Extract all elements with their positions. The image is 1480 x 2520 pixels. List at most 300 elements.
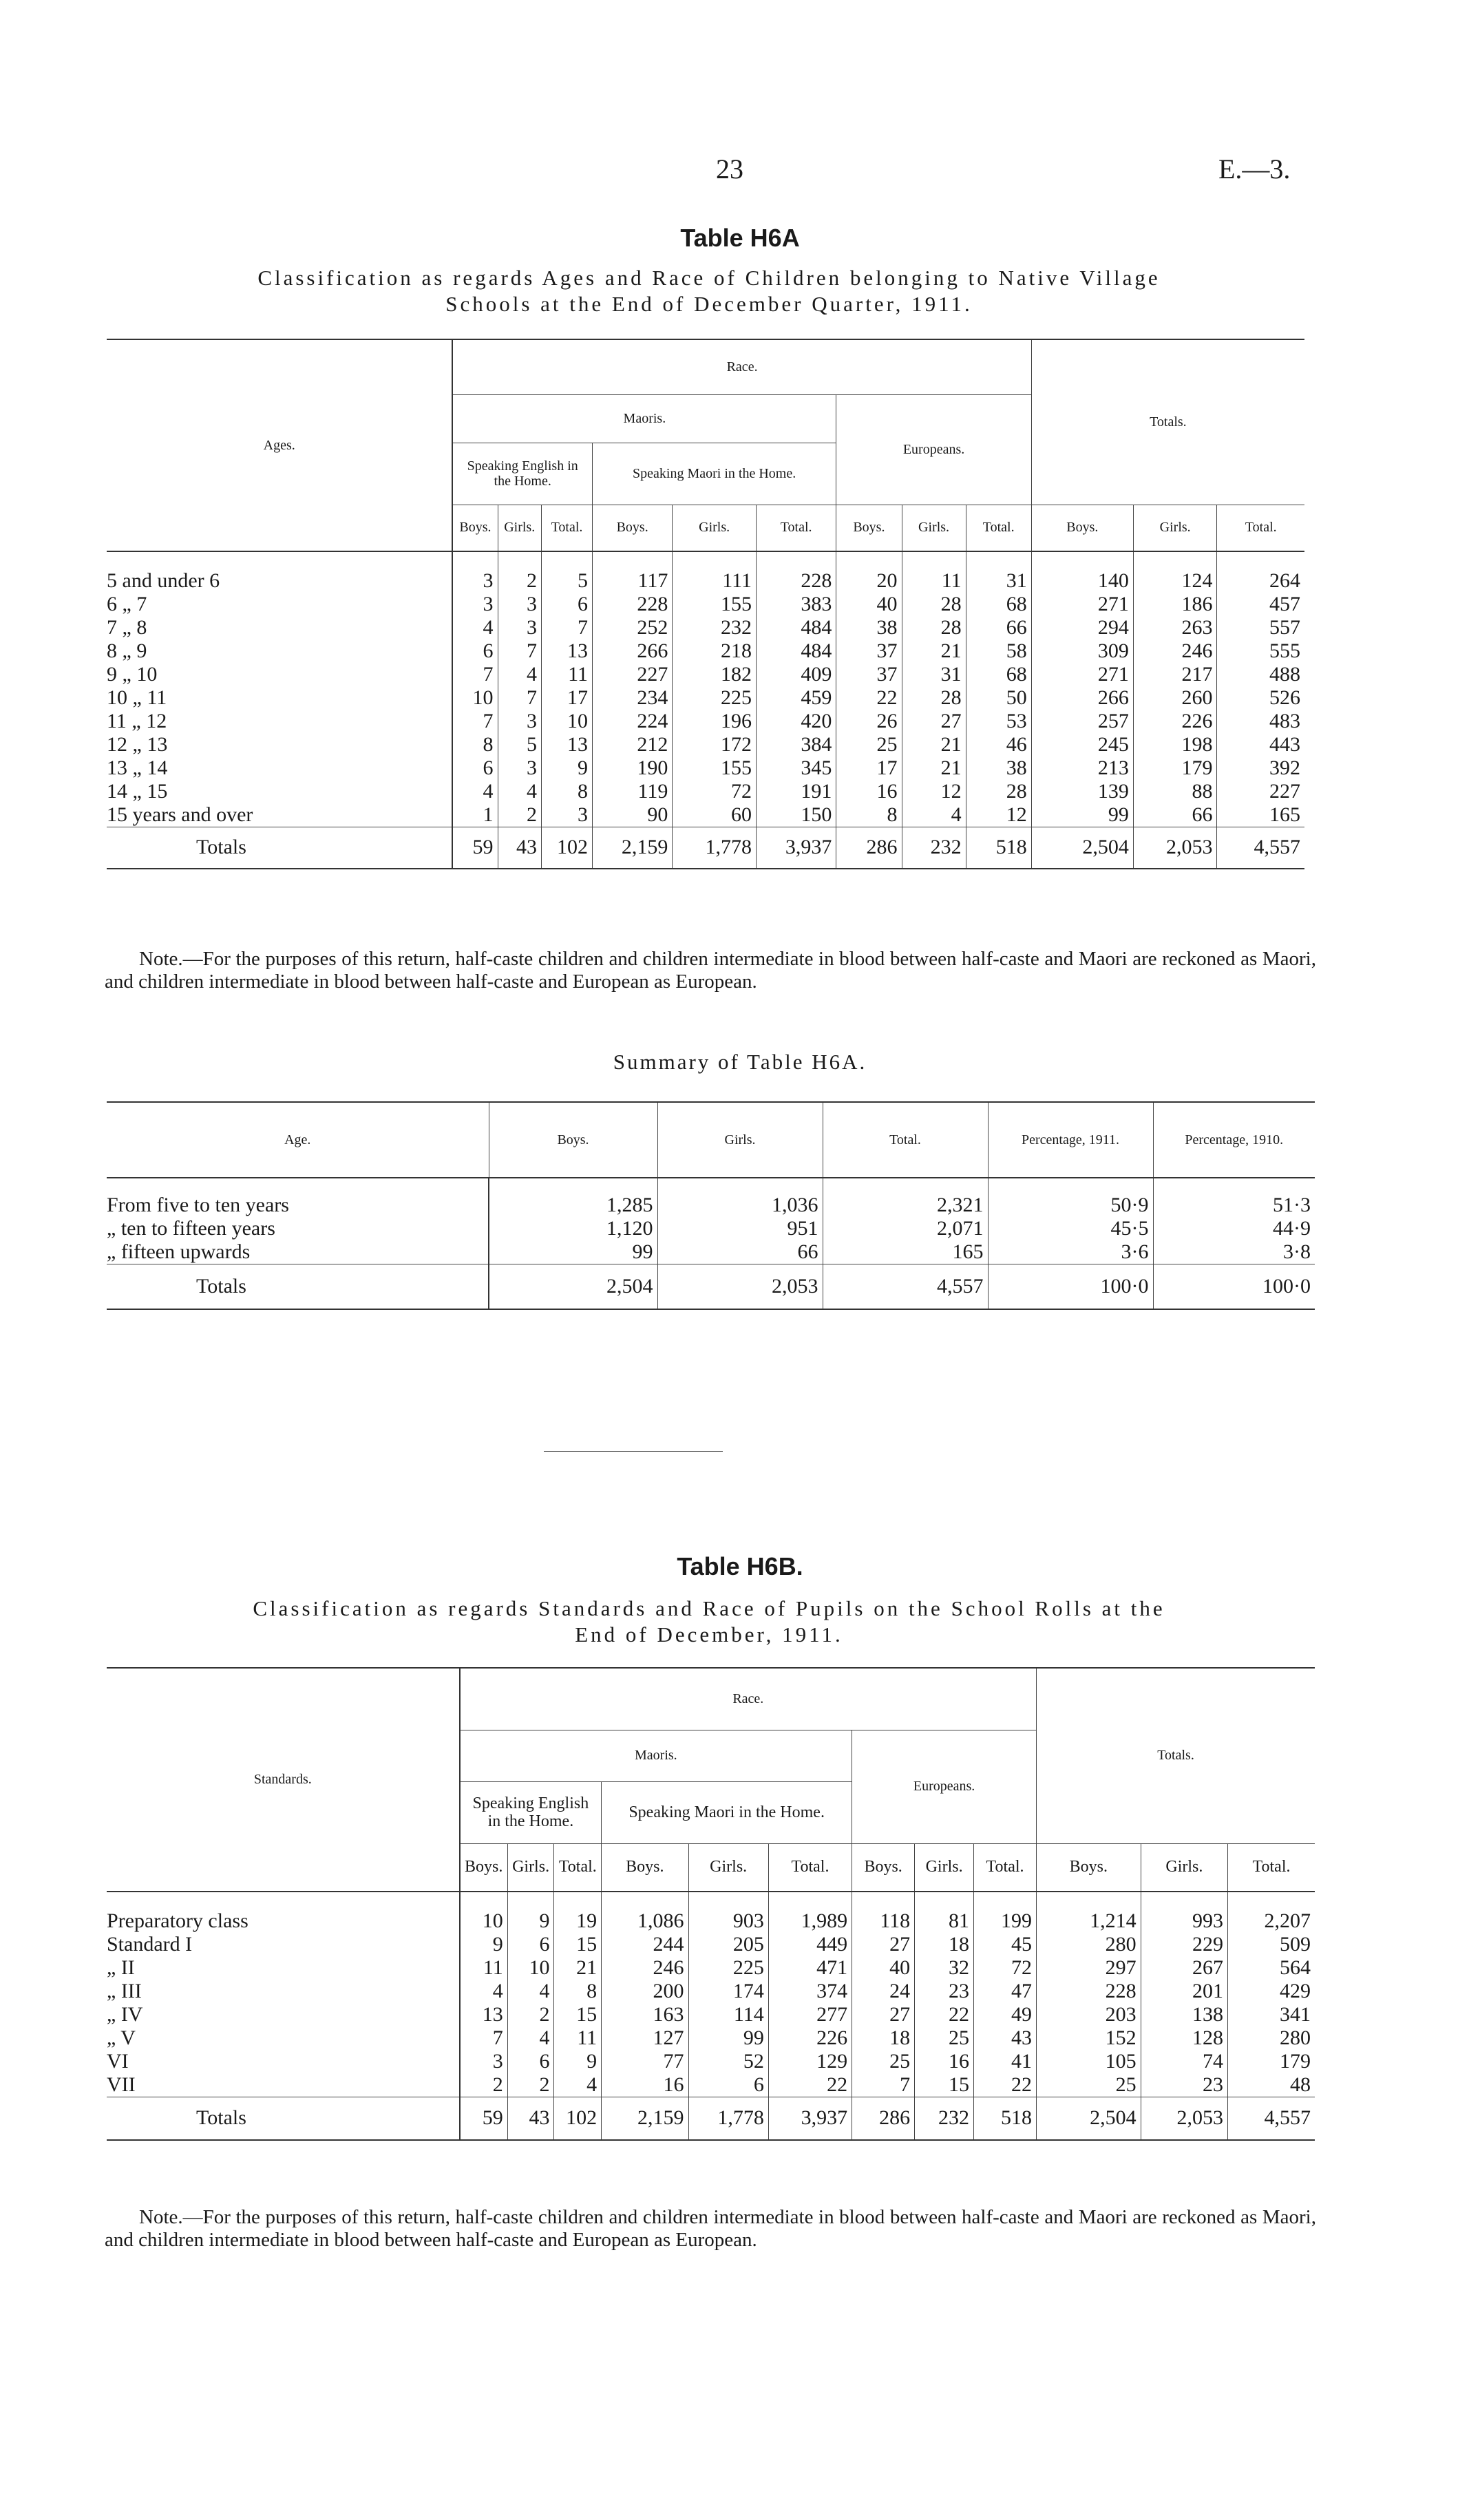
cell-value: 48 [1290,2073,1311,2096]
row-label: „ IV [107,2003,460,2026]
cell-value: 17 [541,686,592,710]
cell-value: 488 [1269,663,1300,686]
cell-value: 10 [541,710,592,733]
cell-value: 457 [1269,593,1300,615]
cell-value: 16 [915,2050,974,2073]
col-header-total: Total. [966,505,1031,551]
cell-value: 2,071 [823,1217,988,1240]
cell-value: 37 [836,639,902,663]
cell-value: 449 [768,1933,852,1956]
row-label: 13 „ 14 [107,756,452,780]
cell-value: 3 [541,803,592,827]
cell-value: 49 [974,2003,1037,2026]
cell-value: 429 [1280,1980,1311,2002]
cell-value: 6 [507,2050,554,2073]
cell-value: 225 [688,1956,768,1980]
cell-value: 99 [1031,803,1133,827]
col-header-europeans: Europeans. [836,394,1031,505]
cell-value: 119 [592,780,672,803]
row-label: 7 „ 8 [107,616,452,639]
cell-value: 43 [498,827,541,869]
col-header-total: Total. [1245,520,1277,536]
cell-value: 2,053 [1133,827,1217,869]
col-header-boys: Boys. [1037,1843,1141,1892]
cell-value: 4,557 [1264,2106,1311,2130]
cell-value: 8 [836,803,902,827]
cell-value: 68 [966,663,1031,686]
cell-value: 43 [974,2026,1037,2050]
cell-value: 6 [541,593,592,616]
cell-value: 234 [592,686,672,710]
cell-value: 2,321 [823,1178,988,1217]
cell-value: 518 [974,2097,1037,2140]
cell-value: 7 [452,663,498,686]
cell-value: 217 [1133,663,1217,686]
col-header-boys: Boys. [852,1843,915,1892]
cell-value: 66 [657,1240,823,1264]
summary-title: Summary of Table H6A. [613,1050,867,1074]
col-header-girls: Girls. [688,1843,768,1892]
cell-value: 280 [1037,1933,1141,1956]
summary-col-percentage-1910: Percentage, 1910. [1185,1132,1284,1147]
cell-value: 229 [1141,1933,1227,1956]
cell-value: 993 [1141,1892,1227,1933]
cell-value: 32 [915,1956,974,1980]
row-label: 10 „ 11 [107,686,452,710]
cell-value: 564 [1280,1956,1311,1979]
summary-table-body [107,1178,1315,1309]
cell-value: 21 [902,639,966,663]
cell-value: 100·0 [988,1264,1153,1309]
cell-value: 264 [1269,569,1300,592]
cell-value: 9 [554,2050,602,2073]
col-header-totals: Totals. [1031,339,1304,505]
col-header-speaking-maori: Speaking Maori in the Home. [633,466,796,481]
table-row [107,780,1304,803]
cell-value: 23 [915,1980,974,2003]
cell-value: 227 [1269,780,1300,803]
col-header-speaking-english: Speaking English in the Home. [452,443,592,505]
cell-value: 1,036 [657,1178,823,1217]
cell-value: 111 [673,551,757,593]
cell-value: 196 [673,710,757,733]
col-header-total: Total. [974,1843,1037,1892]
cell-value: 182 [673,663,757,686]
col-header-total: Total. [541,505,592,551]
summary-col-girls: Girls. [657,1102,823,1178]
row-label: „ II [107,1956,460,1980]
page-number: 23 [716,153,743,184]
summary-col-total: Total. [823,1102,988,1178]
cell-value: 392 [1269,756,1300,779]
table-h6b-note: Note.—For the purposes of this return, half-caste children and children intermediate in blood between half-caste and Maori are reckoned as Maori, and children intermediate in blood between half-caste and European as European. [105,2206,1316,2251]
cell-value: 4 [460,1980,508,2003]
cell-value: 22 [915,2003,974,2026]
table-row [107,803,1304,827]
col-header-total: Total. [554,1843,602,1892]
col-header-europeans: Europeans. [852,1730,1037,1843]
cell-value: 271 [1031,663,1133,686]
col-header-girls: Girls. [1133,505,1217,551]
cell-value: 53 [966,710,1031,733]
cell-value: 41 [974,2050,1037,2073]
cell-value: 227 [592,663,672,686]
row-label: 6 „ 7 [107,593,452,616]
col-header-girls: Girls. [902,505,966,551]
cell-value: 44·9 [1273,1217,1311,1240]
cell-value: 165 [823,1240,988,1264]
cell-value: 3 [498,710,541,733]
summary-table [107,1101,1315,1310]
cell-value: 105 [1037,2050,1141,2073]
cell-value: 124 [1133,551,1217,593]
cell-value: 232 [915,2097,974,2140]
table-h6a [107,339,1304,869]
cell-value: 4 [554,2073,602,2097]
totals-label: Totals [107,1264,489,1309]
cell-value: 22 [974,2073,1037,2097]
cell-value: 232 [673,616,757,639]
cell-value: 150 [756,803,836,827]
cell-value: 23 [1141,2073,1227,2097]
cell-value: 8 [554,1980,602,2003]
cell-value: 129 [768,2050,852,2073]
cell-value: 4 [507,2026,554,2050]
cell-value: 140 [1031,551,1133,593]
cell-value: 88 [1133,780,1217,803]
table-row [107,616,1304,639]
cell-value: 7 [541,616,592,639]
table-row [107,1892,1315,1933]
cell-value: 297 [1037,1956,1141,1980]
cell-value: 24 [852,1980,915,2003]
cell-value: 294 [1031,616,1133,639]
cell-value: 2,504 [489,1264,657,1309]
cell-value: 21 [902,733,966,756]
col-header-girls: Girls. [673,505,757,551]
cell-value: 3 [498,756,541,780]
row-label: „ ten to fifteen years [107,1217,489,1240]
cell-value: 2,504 [1037,2097,1141,2140]
cell-value: 6 [507,1933,554,1956]
cell-value: 18 [852,2026,915,2050]
cell-value: 155 [673,593,757,616]
cell-value: 526 [1269,686,1300,709]
cell-value: 40 [852,1956,915,1980]
cell-value: 99 [489,1240,657,1264]
page-code: E.—3. [1218,153,1291,184]
cell-value: 228 [1037,1980,1141,2003]
cell-value: 28 [902,686,966,710]
cell-value: 10 [507,1956,554,1980]
cell-value: 2 [507,2073,554,2097]
cell-value: 18 [915,1933,974,1956]
cell-value: 951 [657,1217,823,1240]
cell-value: 50 [966,686,1031,710]
col-header-totals: Totals. [1037,1668,1315,1843]
cell-value: 244 [602,1933,688,1956]
row-label: 9 „ 10 [107,663,452,686]
cell-value: 420 [756,710,836,733]
cell-value: 19 [554,1892,602,1933]
table-row [107,2003,1315,2026]
row-label: 11 „ 12 [107,710,452,733]
cell-value: 13 [460,2003,508,2026]
cell-value: 15 [554,2003,602,2026]
cell-value: 13 [541,639,592,663]
cell-value: 3 [452,551,498,593]
cell-value: 3·6 [988,1240,1153,1264]
cell-value: 22 [836,686,902,710]
cell-value: 7 [498,686,541,710]
cell-value: 3 [498,616,541,639]
cell-value: 2,504 [1031,827,1133,869]
col-header-girls: Girls. [498,505,541,551]
table-row [107,2026,1315,2050]
table-row [107,686,1304,710]
totals-label: Totals [107,827,452,869]
cell-value: 557 [1269,616,1300,639]
cell-value: 31 [902,663,966,686]
cell-value: 72 [673,780,757,803]
cell-value: 903 [688,1892,768,1933]
col-header-maoris: Maoris. [452,394,836,443]
col-header-standards: Standards. [107,1668,460,1892]
cell-value: 8 [541,780,592,803]
cell-value: 127 [602,2026,688,2050]
cell-value: 201 [1141,1980,1227,2003]
cell-value: 3 [452,593,498,616]
table-row [107,756,1304,780]
cell-value: 66 [966,616,1031,639]
cell-value: 4 [452,780,498,803]
cell-value: 3,937 [756,827,836,869]
cell-value: 12 [966,803,1031,827]
cell-value: 46 [966,733,1031,756]
cell-value: 191 [756,780,836,803]
cell-value: 28 [902,616,966,639]
col-header-boys: Boys. [452,505,498,551]
table-row [107,1956,1315,1980]
cell-value: 2,207 [1264,1909,1311,1932]
cell-value: 286 [852,2097,915,2140]
cell-value: 11 [554,2026,602,2050]
cell-value: 246 [602,1956,688,1980]
col-header-girls: Girls. [1141,1843,1227,1892]
cell-value: 59 [452,827,498,869]
cell-value: 266 [1031,686,1133,710]
cell-value: 21 [902,756,966,780]
cell-value: 555 [1269,639,1300,662]
cell-value: 38 [836,616,902,639]
cell-value: 245 [1031,733,1133,756]
summary-col-age: Age. [107,1102,489,1178]
cell-value: 28 [966,780,1031,803]
cell-value: 257 [1031,710,1133,733]
cell-value: 74 [1141,2050,1227,2073]
row-label: Preparatory class [107,1892,460,1933]
row-label: 8 „ 9 [107,639,452,663]
cell-value: 345 [756,756,836,780]
cell-value: 1,778 [673,827,757,869]
table-row [107,551,1304,593]
table-h6a-subtitle-2: Schools at the End of December Quarter, 1911. [445,292,973,316]
table-row [107,1933,1315,1956]
cell-value: 224 [592,710,672,733]
cell-value: 118 [852,1892,915,1933]
cell-value: 12 [902,780,966,803]
cell-value: 1 [452,803,498,827]
cell-value: 2,053 [657,1264,823,1309]
cell-value: 26 [836,710,902,733]
cell-value: 68 [966,593,1031,616]
cell-value: 25 [1037,2073,1141,2097]
cell-value: 1,778 [688,2097,768,2140]
cell-value: 43 [507,2097,554,2140]
cell-value: 28 [902,593,966,616]
cell-value: 13 [541,733,592,756]
col-header-speaking-maori: Speaking Maori in the Home. [628,1803,825,1821]
cell-value: 2,159 [592,827,672,869]
cell-value: 1,086 [602,1892,688,1933]
cell-value: 3 [498,593,541,616]
cell-value: 483 [1269,710,1300,732]
table-h6a-subtitle-1: Classification as regards Ages and Race of Children belonging to Native Village [257,266,1161,290]
table-row [107,1240,1315,1264]
table-row [107,663,1304,686]
col-header-boys: Boys. [460,1843,508,1892]
row-label: VII [107,2073,460,2097]
cell-value: 60 [673,803,757,827]
row-label: 12 „ 13 [107,733,452,756]
col-header-boys: Boys. [836,505,902,551]
cell-value: 38 [966,756,1031,780]
row-label: VI [107,2050,460,2073]
col-header-total: Total. [756,505,836,551]
cell-value: 484 [756,616,836,639]
cell-value: 11 [541,663,592,686]
cell-value: 199 [974,1892,1037,1933]
cell-value: 4 [452,616,498,639]
cell-value: 102 [541,827,592,869]
row-label: 14 „ 15 [107,780,452,803]
cell-value: 218 [673,639,757,663]
col-header-ages: Ages. [107,339,452,551]
col-header-boys: Boys. [602,1843,688,1892]
table-row [107,733,1304,756]
cell-value: 7 [452,710,498,733]
table-h6b-body [107,1892,1315,2140]
cell-value: 3 [460,2050,508,2073]
cell-value: 37 [836,663,902,686]
cell-value: 165 [1269,803,1300,826]
cell-value: 309 [1031,639,1133,663]
col-header-speaking-english: Speaking English in the Home. [460,1781,602,1843]
cell-value: 232 [902,827,966,869]
cell-value: 11 [902,551,966,593]
cell-value: 341 [1280,2003,1311,2026]
cell-value: 2 [498,803,541,827]
cell-value: 20 [836,551,902,593]
cell-value: 52 [688,2050,768,2073]
cell-value: 114 [688,2003,768,2026]
table-h6a-note: Note.—For the purposes of this return, half-caste children and children intermediate in blood between half-caste and Maori are reckoned as Maori, and children intermediate in blood between half-caste and European as European. [105,948,1316,993]
cell-value: 117 [592,551,672,593]
col-header-boys: Boys. [1031,505,1133,551]
cell-value: 383 [756,593,836,616]
cell-value: 213 [1031,756,1133,780]
row-label: Standard I [107,1933,460,1956]
cell-value: 4 [507,1980,554,2003]
cell-value: 10 [452,686,498,710]
cell-value: 9 [541,756,592,780]
cell-value: 228 [592,593,672,616]
cell-value: 90 [592,803,672,827]
cell-value: 102 [554,2097,602,2140]
totals-row [107,2097,1315,2140]
cell-value: 21 [554,1956,602,1980]
cell-value: 2,053 [1141,2097,1227,2140]
table-row [107,1178,1315,1217]
cell-value: 27 [852,1933,915,1956]
cell-value: 50·9 [988,1178,1153,1217]
cell-value: 277 [768,2003,852,2026]
cell-value: 246 [1133,639,1217,663]
cell-value: 205 [688,1933,768,1956]
table-row [107,1217,1315,1240]
cell-value: 45 [974,1933,1037,1956]
table-h6a-title: Table H6A [680,224,800,252]
cell-value: 226 [768,2026,852,2050]
cell-value: 27 [902,710,966,733]
cell-value: 40 [836,593,902,616]
cell-value: 11 [460,1956,508,1980]
cell-value: 471 [768,1956,852,1980]
cell-value: 4 [498,780,541,803]
col-header-race: Race. [460,1668,1037,1730]
cell-value: 5 [498,733,541,756]
cell-value: 260 [1133,686,1217,710]
cell-value: 198 [1133,733,1217,756]
cell-value: 25 [852,2050,915,2073]
col-header-total: Total. [768,1843,852,1892]
cell-value: 286 [836,827,902,869]
table-row [107,2050,1315,2073]
cell-value: 99 [688,2026,768,2050]
col-header-boys: Boys. [592,505,672,551]
row-label: „ fifteen upwards [107,1240,489,1264]
cell-value: 271 [1031,593,1133,616]
cell-value: 59 [460,2097,508,2140]
table-h6a-body [107,551,1304,869]
cell-value: 3·8 [1283,1240,1311,1263]
row-label: „ III [107,1980,460,2003]
summary-col-percentage-1911: Percentage, 1911. [988,1102,1153,1178]
cell-value: 128 [1141,2026,1227,2050]
cell-value: 66 [1133,803,1217,827]
cell-value: 6 [688,2073,768,2097]
cell-value: 2 [498,551,541,593]
cell-value: 45·5 [988,1217,1153,1240]
cell-value: 10 [460,1892,508,1933]
cell-value: 6 [452,639,498,663]
cell-value: 179 [1133,756,1217,780]
row-label: 5 and under 6 [107,551,452,593]
cell-value: 27 [852,2003,915,2026]
cell-value: 509 [1280,1933,1311,1956]
cell-value: 228 [756,551,836,593]
cell-value: 5 [541,551,592,593]
